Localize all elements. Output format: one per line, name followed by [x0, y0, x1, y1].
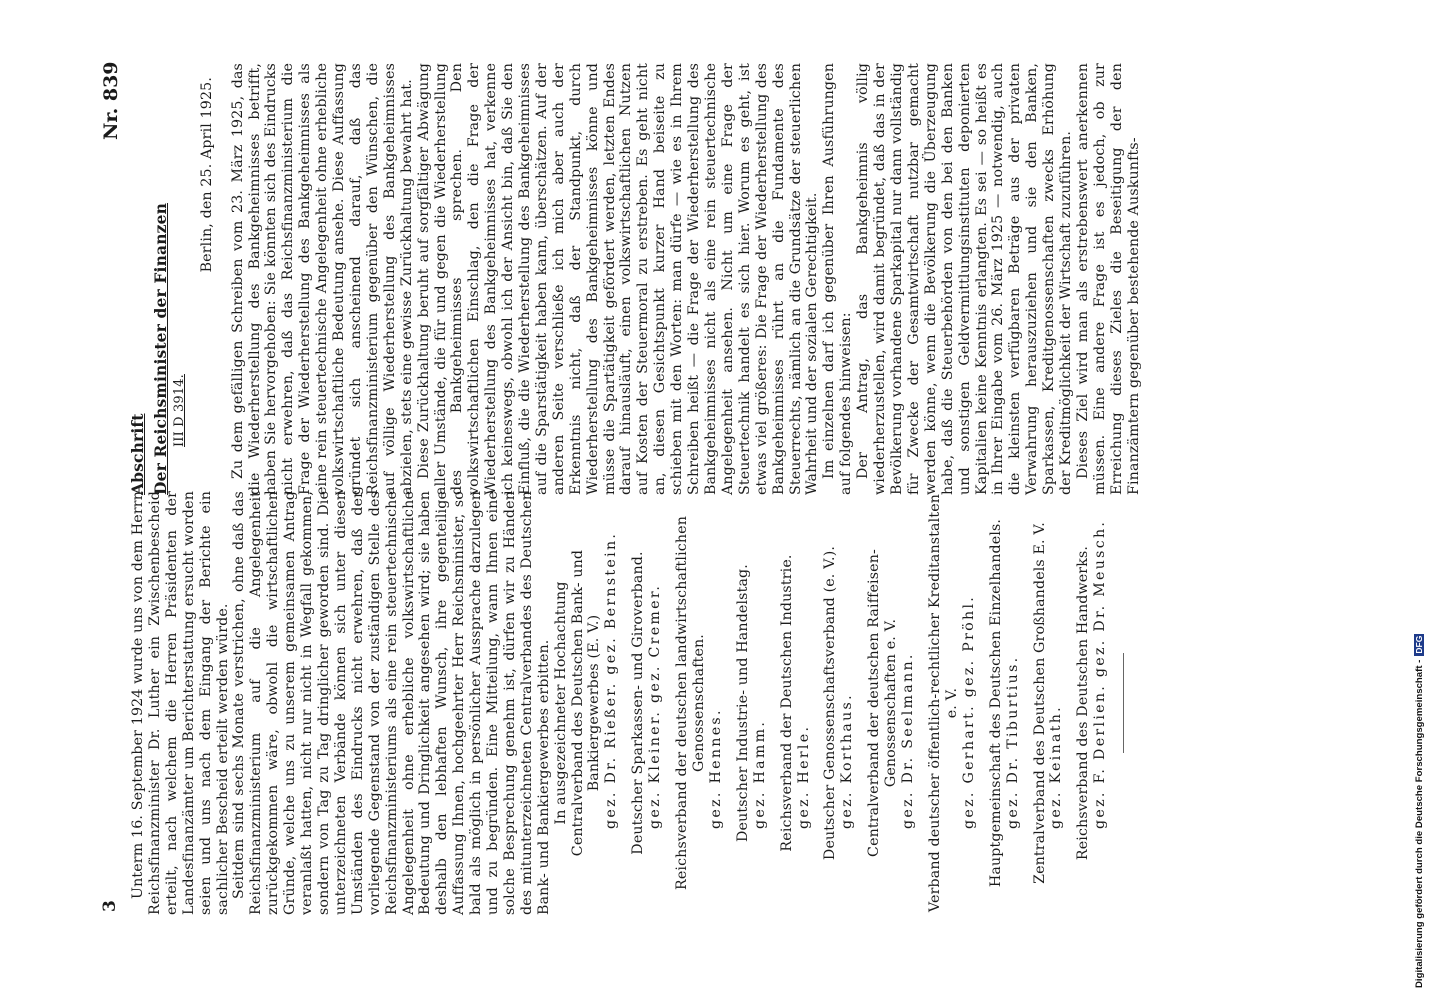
signatory-names: gez. Dr. Tiburtius.	[1004, 655, 1021, 829]
reference-number: III D 3914.	[171, 374, 187, 447]
left-text-column	[130, 491, 1124, 915]
signature-list	[570, 491, 1125, 915]
right-paragraph-1: Zu dem gefälligen Schreiben vom 23. März 1925, das die Wiederherstellung des Bankgeheimnisses betrifft, haben Sie hervorgehoben: Sie könnten sich des Eindrucks nicht erwehren, daß das Reichsfinanzministerium die Frage der Wiederherstellung des Bankgeheimnisses als eine rein steuertechnische Angelegenheit ohne erhebliche volkswirtschaftliche Bedeutung ansehe. Diese Auffassung gründet sich anscheinend darauf, daß das Reichsfinanzministerium gegenüber den Wünschen, die auf völlige Wiederherstellung des Bankgeheimnisses abzielen, stets eine gewisse Zurückhaltung bewahrt hat.	[229, 63, 415, 495]
right-paragraph-3: Im einzelnen darf ich gegenüber Ihren Ausführungen auf folgendes hinweisen:	[821, 63, 855, 495]
digitization-notice-text: Digitalisierung gefördert durch die Deutsche Forschungsgemeinschaft -	[1414, 659, 1425, 988]
letter-date: Berlin, den 25. April 1925.	[198, 77, 215, 273]
signatory-organization: Deutscher Industrie- und Handelstag.	[734, 564, 751, 842]
right-text-column	[130, 63, 1143, 495]
signatory-organization: Reichsverband des Deutschen Handwerks.	[1075, 545, 1092, 861]
signatory-names: gez. Keinath.	[1048, 705, 1065, 829]
signatory-names: gez. Dr. Rießer. gez. Bernstein.	[603, 531, 620, 829]
closing-rule	[1123, 653, 1124, 753]
signatory-names: gez. Korthaus.	[839, 693, 856, 829]
closing-salutation: In ausgezeichneter Hochachtung	[552, 581, 569, 825]
signatory-organization: Deutscher Sparkassen- und Giroverband.	[630, 551, 647, 855]
signatory-names: gez. Herle.	[795, 724, 812, 829]
ministry-heading: Der Reichsminister der Finanzen	[150, 202, 170, 495]
signatory-names: gez. Hennes.	[707, 708, 724, 829]
signatory-names: gez. Gerhart. gez. Pröhl.	[960, 594, 977, 829]
signatory-organization: Deutscher Genossenschaftsverband (e. V.).	[822, 545, 839, 861]
dfg-logo: DFG	[1414, 635, 1425, 654]
left-paragraph-1: Unterm 16. September 1924 wurde uns von dem Herrn Reichsfinanzminister Dr. Luther ein Zwischenbescheid erteilt, nach welchem die Herren Präsidenten der Landesfinanzämter um Berichterstattung ersucht worden seien und uns nach dem Eingang der Berichte ein sachlicher Bescheid erteilt werden würde.	[130, 491, 231, 915]
right-paragraph-5: Dieses Ziel wird man als erstrebenswert anerkennen müssen. Eine andere Frage ist es jedoch, ob zur Erreichung dieses Zieles die Beseitigung der den Finanzämtern gegenüber bestehende Auskunfts-	[1074, 63, 1142, 495]
copy-heading: Abschrift	[128, 413, 147, 495]
signatory-organization: Zentralverband des Deutschen Großhandels E. V.	[1031, 522, 1048, 884]
signatory-organization: Reichsverband der deutschen landwirtschaftlichen Genossenschaften.	[674, 516, 707, 890]
signatory-organization: Hauptgemeinschaft des Deutschen Einzelhandels.	[987, 518, 1004, 888]
rotated-document-page	[100, 0, 1310, 1000]
page-number-left: 3	[100, 900, 120, 912]
signatory-organization: Reichsverband der Deutschen Industrie.	[778, 554, 795, 852]
signatory-organization: Centralverband des Deutschen Bank- und Bankiergewerbes (E. V.)	[569, 549, 603, 857]
right-paragraph-2: Diese Zurückhaltung beruht auf sorgfältiger Abwägung aller Umstände, die für und gegen die Wiederherstellung des Bankgeheimnisses sprechen. Den volkswirtschaftlichen Einschlag, den die Frage der Wiederherstellung des Bankgeheimnisses hat, verkenne ich keineswegs, obwohl ich der Ansicht bin, daß Sie den Einfluß, die die Wiederherstellung des Bankgeheimnisses auf die Sparstätigkeit haben kann, überschätzen. Auf der anderen Seite verschließe ich mich aber auch der Erkenntnis nicht, daß der Standpunkt, durch Wiederherstellung des Bankgeheimnisses könne und müsse die Spartätigkeit gefördert werden, letzten Endes darauf hinausläuft, einen volkswirtschaftlichen Nutzen auf Kosten der Steuermoral zu erstreben. Es geht nicht an, diesen Gesichtspunkt kurzer Hand beiseite zu schieben mit den Worten: man dürfe — wie es in Ihrem Schreiben heißt — die Frage der Wiederherstellung des Bankgeheimnisses nicht als eine rein steuertechnische Angelegenheit ansehen. Nicht um eine Frage der Steuertechnik handelt es sich hier. Worum es geht, ist etwas viel größeres: Die Frage der Wiederherstellung des Bankgeheimnisses rührt an die Fundamente des Steuerrechts, nämlich an die Grundsätze der steuerlichen Wahrheit und der sozialen Gerechtigkeit.	[415, 63, 821, 495]
right-paragraph-4: Der Antrag, das Bankgeheimnis völlig wiederherzustellen, wird damit begründet, daß das in der Bevölkerung vorhandene Sparkapital nur dann vollständig für Zwecke der Gesamtwirtschaft nutzbar gemacht werden könne, wenn die Bevölkerung die Überzeugung habe, daß die Steuerbehörden von den bei den Banken und sonstigen Geldvermittlungsinstituten deponierten Kapitalien keine Kenntnis erlangten. Es sei — so heißt es in Ihrer Eingabe vom 26. März 1925 — notwendig, auch die kleinsten verfügbaren Beträge aus der privaten Verwahrung herauszuziehen und sie den Banken, Sparkassen, Kreditgenossenschaften zwecks Erhöhung der Kreditmöglichkeit der Wirtschaft zuzuführen.	[855, 63, 1075, 495]
digitization-notice	[1414, 634, 1425, 988]
signatory-names: gez. Dr. Seelmann.	[900, 652, 917, 829]
signatory-organization: Verband deutscher öffentlich-rechtlicher Kreditanstalten e. V.	[926, 493, 960, 913]
signatory-names: gez. F. Derlien. gez. Dr. Meusch.	[1092, 519, 1109, 829]
left-paragraph-2: Seitdem sind sechs Monate verstrichen, ohne daß das Reichsfinanzministerium auf die Angelegenheit zurückgekommen wäre, obwohl die wirtschaftlichen Gründe, welche uns zu unserem gemeinsamen Antrag veranlaßt hatten, nicht nur nicht in Wegfall gekommen, sondern von Tag zu Tag dringlicher geworden sind. Die unterzeichneten Verbände können sich unter diesen Umständen des Eindrucks nicht erwehren, daß der vorliegende Gegenstand von der zuständigen Stelle des Reichsfinanzministeriums als eine rein steuertechnische Angelegenheit ohne erhebliche volkswirtschaftliche Bedeutung und Dringlichkeit angesehen wird; sie haben deshalb den lebhaften Wunsch, ihre gegenteilige Auffassung Ihnen, hochgeehrter Herr Reichsminister, so bald als möglich in persönlicher Aussprache darzulegen und zu begründen. Eine Mitteilung, wann Ihnen eine solche Besprechung genehm ist, dürfen wir zu Händen des mitunterzeichneten Centralverbandes des Deutschen Bank- und Bankiergewerbes erbitten.	[231, 491, 552, 915]
signatory-organization: Centralverband der deutschen Raiffeisen-Genossenschaften e. V.	[866, 549, 900, 857]
signatory-names: gez. Kleiner. gez. Cremer.	[647, 583, 664, 829]
page-number-right: Nr. 839	[100, 61, 122, 140]
signatory-names: gez. Hamm.	[751, 719, 768, 829]
